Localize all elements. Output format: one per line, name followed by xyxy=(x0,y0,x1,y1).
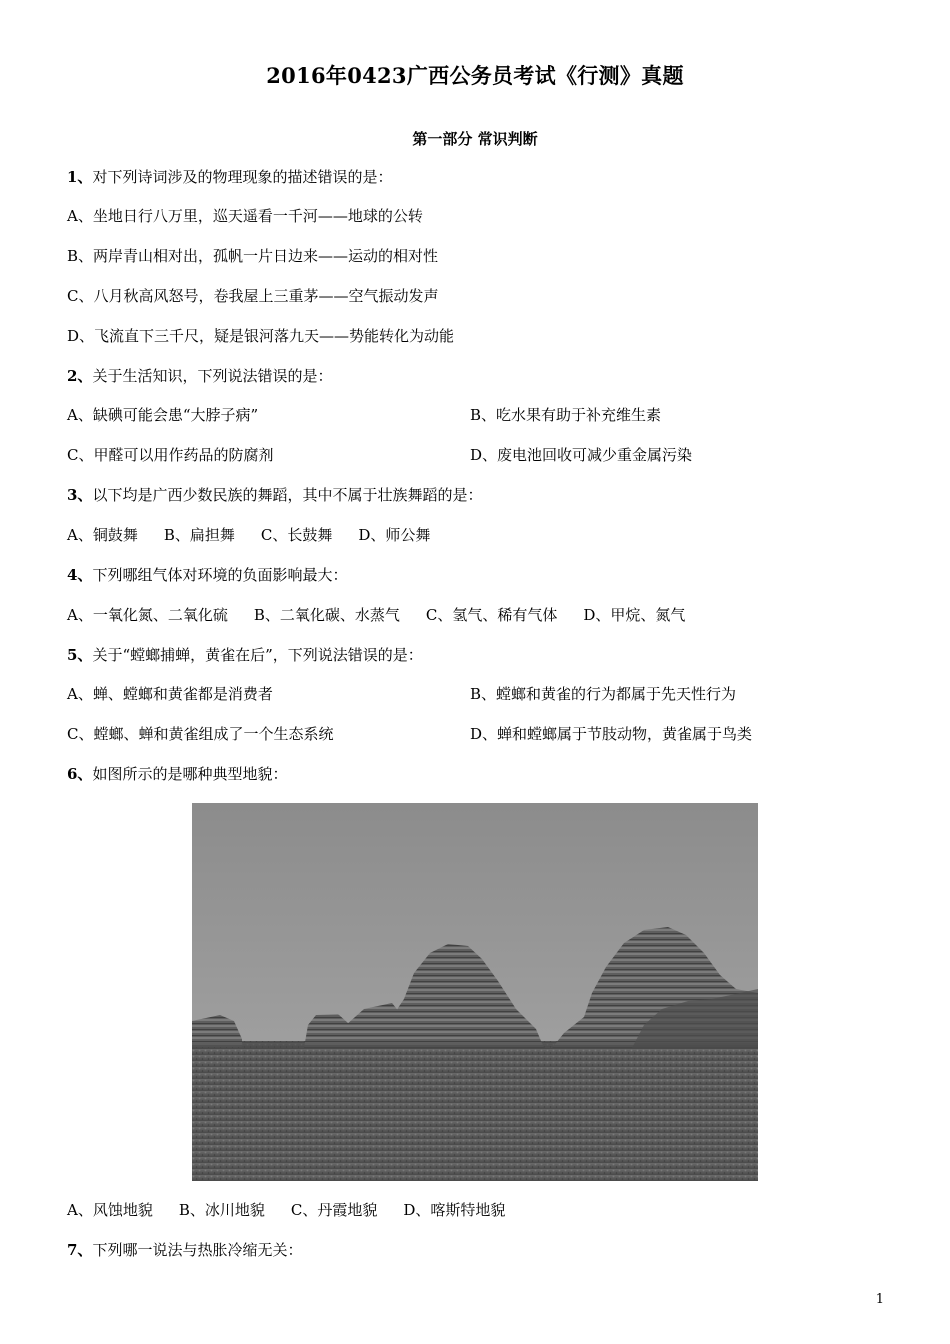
question-3-option-c: C、长鼓舞 xyxy=(260,526,333,544)
question-3-option-d: D、师公舞 xyxy=(358,526,431,544)
question-3-options xyxy=(67,525,456,545)
question-2-stem: 2、关于生活知识，下列说法错误的是： xyxy=(67,367,333,385)
question-1-option-b: B、两岸青山相对出，孤帆一片日边来——运动的相对性 xyxy=(67,247,439,265)
question-1-option-a: A、坐地日行八万里，巡天遥看一千河——地球的公转 xyxy=(67,207,423,225)
question-4-option-b: B、二氧化碳、水蒸气 xyxy=(253,606,400,624)
question-1-option-d: D、飞流直下三千尺，疑是银河落九天——势能转化为动能 xyxy=(67,327,455,345)
question-6-option-d: D、喀斯特地貌 xyxy=(403,1201,506,1219)
document-title: 2016年0423广西公务员考试《行测》真题 xyxy=(266,63,684,88)
question-2-option-b: B、吃水果有助于补充维生素 xyxy=(470,406,662,424)
section-heading: 第一部分 常识判断 xyxy=(412,130,538,148)
question-6-stem: 6、如图所示的是哪种典型地貌： xyxy=(67,765,288,783)
question-3-option-b: B、扁担舞 xyxy=(163,526,235,544)
question-6-option-b: B、冰川地貌 xyxy=(178,1201,265,1219)
question-4-option-d: D、甲烷、氮气 xyxy=(583,606,686,624)
question-4-stem: 4、下列哪组气体对环境的负面影响最大： xyxy=(67,566,348,584)
question-3-option-a: A、铜鼓舞 xyxy=(67,526,138,544)
question-2-option-d: D、废电池回收可减少重金属污染 xyxy=(470,446,693,464)
question-2-option-a: A、缺碘可能会患“大脖子病” xyxy=(67,406,259,424)
question-5-option-d: D、蝉和螳螂属于节肢动物，黄雀属于鸟类 xyxy=(470,725,753,743)
question-1-option-c: C、八月秋高风怒号，卷我屋上三重茅——空气振动发声 xyxy=(67,287,439,305)
question-5-option-c: C、螳螂、蝉和黄雀组成了一个生态系统 xyxy=(67,725,334,743)
question-4-option-a: A、一氧化氮、二氧化硫 xyxy=(67,606,228,624)
question-4-options xyxy=(67,605,711,625)
question-1-stem: 1、对下列诗词涉及的物理现象的描述错误的是： xyxy=(67,168,393,186)
question-4-option-c: C、氢气、稀有气体 xyxy=(425,606,558,624)
question-5-option-a: A、蝉、螳螂和黄雀都是消费者 xyxy=(67,685,273,703)
page-number: 1 xyxy=(875,1292,884,1307)
question-3-stem: 3、以下均是广西少数民族的舞蹈，其中不属于壮族舞蹈的是： xyxy=(67,486,483,504)
question-7-stem: 7、下列哪一说法与热胀冷缩无关： xyxy=(67,1241,303,1259)
question-6-options xyxy=(67,1200,531,1220)
question-6-option-c: C、丹霞地貌 xyxy=(290,1201,378,1219)
question-5-option-b: B、螳螂和黄雀的行为都属于先天性行为 xyxy=(470,685,737,703)
landform-photo xyxy=(192,803,758,1181)
question-2-option-c: C、甲醛可以用作药品的防腐剂 xyxy=(67,446,274,464)
question-5-stem: 5、关于“螳螂捕蝉，黄雀在后”，下列说法错误的是： xyxy=(67,646,423,664)
question-6-option-a: A、风蚀地貌 xyxy=(67,1201,153,1219)
